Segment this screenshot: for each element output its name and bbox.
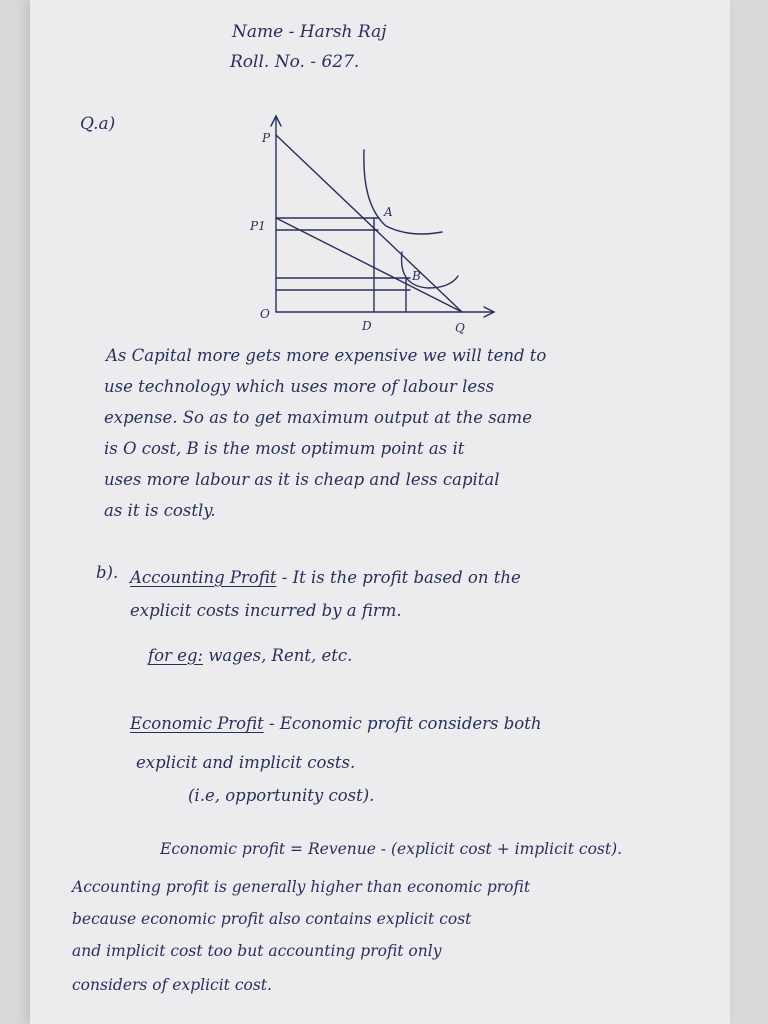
label-b: B	[412, 269, 421, 283]
isoquant-curve-a	[364, 150, 442, 234]
label-p1: P1	[250, 219, 266, 233]
example-items: wages, Rent, etc.	[208, 646, 353, 665]
label-d: D	[362, 319, 372, 333]
answer-a-line-5: uses more labour as it is cheap and less capital	[104, 470, 500, 489]
roll-number: Roll. No. - 627.	[230, 52, 360, 72]
question-b-label: b).	[96, 563, 119, 582]
economic-profit-formula: Economic profit = Revenue - (explicit cost + implicit cost).	[160, 840, 623, 858]
question-a-label: Q.a)	[80, 114, 116, 134]
closing-line-2: because economic profit also contains explicit cost	[72, 910, 472, 928]
example-line	[148, 648, 352, 665]
budget-line-1	[276, 135, 462, 312]
accounting-profit-line-1	[130, 570, 521, 587]
label-a: A	[384, 205, 393, 219]
accounting-profit-line-2: explicit costs incurred by a firm.	[130, 601, 402, 620]
closing-line-3: and implicit cost too but accounting profit only	[72, 942, 442, 960]
label-o: O	[260, 307, 270, 321]
accounting-profit-heading: Accounting Profit	[130, 568, 277, 587]
economic-profit-heading: Economic Profit	[130, 714, 264, 733]
answer-a-line-6: as it is costly.	[104, 501, 216, 520]
label-q: Q	[455, 321, 465, 335]
isoquant-curve-b	[402, 252, 458, 288]
economic-profit-line-3: (i.e, opportunity cost).	[188, 786, 375, 805]
example-prefix: for eg:	[148, 646, 204, 665]
economic-profit-line-2: explicit and implicit costs.	[136, 753, 356, 772]
answer-a-line-2: use technology which uses more of labour less	[104, 377, 495, 396]
student-name: Name - Harsh Raj	[232, 22, 387, 42]
answer-a-line-4: is O cost, B is the most optimum point as it	[104, 439, 465, 458]
economic-profit-definition: - Economic profit considers both	[269, 714, 542, 733]
label-p: P	[262, 131, 271, 145]
budget-line-2	[276, 218, 462, 312]
accounting-profit-definition: - It is the profit based on the	[281, 568, 521, 587]
closing-line-4: considers of explicit cost.	[72, 976, 272, 994]
closing-line-1: Accounting profit is generally higher than economic profit	[72, 878, 531, 896]
answer-a-line-3: expense. So as to get maximum output at the same	[104, 408, 532, 427]
economic-profit-line-1	[130, 716, 542, 733]
answer-a-line-1: As Capital more gets more expensive we will tend to	[106, 346, 547, 365]
